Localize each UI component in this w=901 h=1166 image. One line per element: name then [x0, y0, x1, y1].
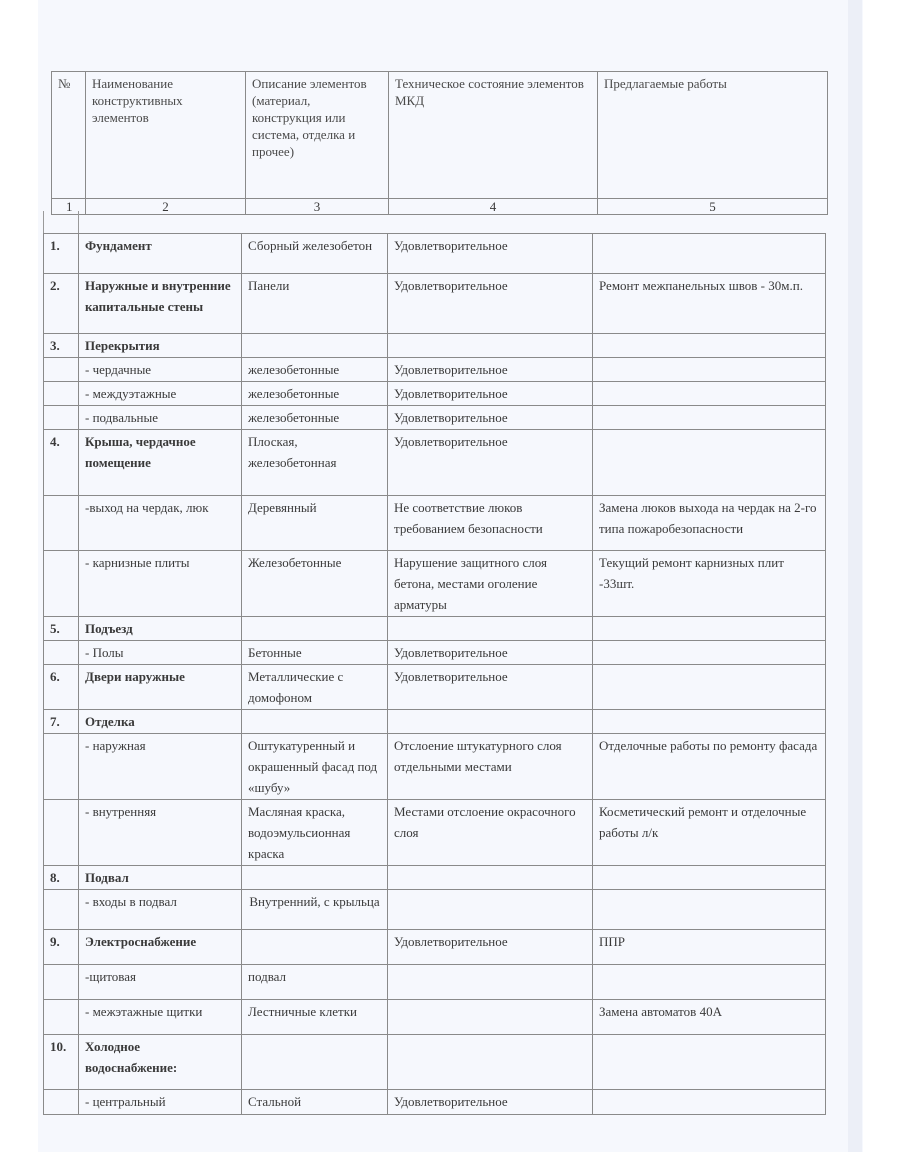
element-description: железобетонные	[242, 358, 388, 382]
element-name: Перекрытия	[79, 334, 242, 358]
row-number: 1.	[44, 234, 79, 274]
proposed-works	[593, 406, 826, 430]
table-row	[44, 1035, 826, 1090]
element-description: Металлические с домофоном	[242, 665, 388, 710]
element-name: - подвальные	[79, 406, 242, 430]
element-description	[242, 617, 388, 641]
technical-state: Удовлетворительное	[388, 1090, 593, 1115]
element-description: Внутренний, с крыльца	[242, 890, 388, 930]
table-row	[44, 496, 826, 551]
element-description	[242, 930, 388, 965]
element-name: Фундамент	[79, 234, 242, 274]
technical-state: Удовлетворительное	[388, 665, 593, 710]
table-row	[44, 334, 826, 358]
row-number	[44, 641, 79, 665]
element-name: Двери наружные	[79, 665, 242, 710]
element-name: Холодное водоснабжение:	[79, 1035, 242, 1090]
element-name: - центральный	[79, 1090, 242, 1115]
column-number: 1	[52, 199, 86, 215]
element-description: Бетонные	[242, 641, 388, 665]
proposed-works	[593, 710, 826, 734]
technical-state: Удовлетворительное	[388, 930, 593, 965]
proposed-works: Косметический ремонт и отделочные работы л/к	[593, 800, 826, 866]
column-number: 2	[86, 199, 246, 215]
spacer-row	[43, 211, 825, 233]
row-number	[44, 965, 79, 1000]
element-description	[242, 334, 388, 358]
technical-state: Не соответствие люков требованием безопасности	[388, 496, 593, 551]
column-number: 5	[598, 199, 828, 215]
table-row	[44, 1000, 826, 1035]
proposed-works	[593, 234, 826, 274]
technical-state: Удовлетворительное	[388, 641, 593, 665]
technical-state	[388, 1000, 593, 1035]
row-number	[44, 406, 79, 430]
proposed-works	[593, 617, 826, 641]
proposed-works: Ремонт межпанельных швов - 30м.п.	[593, 274, 826, 334]
element-description: Масляная краска, водоэмульсионная краска	[242, 800, 388, 866]
table-row	[44, 965, 826, 1000]
row-number	[44, 551, 79, 617]
row-number	[44, 800, 79, 866]
proposed-works: Текущий ремонт карнизных плит -33шт.	[593, 551, 826, 617]
table-row	[44, 430, 826, 496]
element-description: Стальной	[242, 1090, 388, 1115]
header-col-description: Описание элементов (материал, конструкция или система, отделка и прочее)	[246, 72, 389, 199]
element-description	[242, 1035, 388, 1090]
proposed-works	[593, 665, 826, 710]
element-description	[242, 710, 388, 734]
table-row	[44, 800, 826, 866]
row-number: 2.	[44, 274, 79, 334]
element-description: Железобетонные	[242, 551, 388, 617]
technical-state: Местами отслоение окрасочного слоя	[388, 800, 593, 866]
element-description: Сборный железобетон	[242, 234, 388, 274]
element-name: - входы в подвал	[79, 890, 242, 930]
row-number: 4.	[44, 430, 79, 496]
header-table	[51, 71, 828, 215]
column-number: 3	[246, 199, 389, 215]
technical-state	[388, 866, 593, 890]
technical-state: Удовлетворительное	[388, 382, 593, 406]
table-row	[44, 734, 826, 800]
row-number	[44, 1090, 79, 1115]
row-number: 3.	[44, 334, 79, 358]
technical-state	[388, 965, 593, 1000]
row-number: 9.	[44, 930, 79, 965]
element-description: железобетонные	[242, 382, 388, 406]
element-name: Крыша, чердачное помещение	[79, 430, 242, 496]
table-row	[44, 406, 826, 430]
row-number	[44, 382, 79, 406]
header-col-number: №	[52, 72, 86, 199]
page-edge-shadow	[848, 0, 862, 1152]
technical-state	[388, 710, 593, 734]
row-number: 8.	[44, 866, 79, 890]
table-row	[44, 382, 826, 406]
element-name: - чердачные	[79, 358, 242, 382]
proposed-works: Замена люков выхода на чердак на 2-го типа пожаробезопасности	[593, 496, 826, 551]
proposed-works	[593, 866, 826, 890]
proposed-works	[593, 382, 826, 406]
table-row	[44, 234, 826, 274]
element-description: Оштукатуренный и окрашенный фасад под «шубу»	[242, 734, 388, 800]
technical-state: Удовлетворительное	[388, 274, 593, 334]
table-row	[44, 358, 826, 382]
element-description: Деревянный	[242, 496, 388, 551]
row-number: 7.	[44, 710, 79, 734]
row-number: 6.	[44, 665, 79, 710]
technical-state: Удовлетворительное	[388, 234, 593, 274]
element-name: - Полы	[79, 641, 242, 665]
element-description: Лестничные клетки	[242, 1000, 388, 1035]
table-row	[44, 710, 826, 734]
table-row	[44, 641, 826, 665]
element-name: Наружные и внутренние капитальные стены	[79, 274, 242, 334]
element-name: - межэтажные щитки	[79, 1000, 242, 1035]
proposed-works: Отделочные работы по ремонту фасада	[593, 734, 826, 800]
element-name: - карнизные плиты	[79, 551, 242, 617]
technical-state: Отслоение штукатурного слоя отдельными местами	[388, 734, 593, 800]
element-name: - внутренняя	[79, 800, 242, 866]
element-name: - междуэтажные	[79, 382, 242, 406]
table-row	[44, 930, 826, 965]
header-row	[52, 72, 828, 199]
element-name: - наружная	[79, 734, 242, 800]
technical-state: Удовлетворительное	[388, 358, 593, 382]
technical-state	[388, 617, 593, 641]
element-name: Подвал	[79, 866, 242, 890]
row-number: 10.	[44, 1035, 79, 1090]
proposed-works	[593, 965, 826, 1000]
technical-state	[388, 1035, 593, 1090]
proposed-works: Замена автоматов 40А	[593, 1000, 826, 1035]
element-description: Плоская, железобетонная	[242, 430, 388, 496]
table-row	[44, 866, 826, 890]
element-name: Электроснабжение	[79, 930, 242, 965]
element-name: Подъезд	[79, 617, 242, 641]
table-row	[44, 665, 826, 710]
row-number	[44, 496, 79, 551]
proposed-works	[593, 1090, 826, 1115]
element-description: подвал	[242, 965, 388, 1000]
element-name: -выход на чердак, люк	[79, 496, 242, 551]
element-description: железобетонные	[242, 406, 388, 430]
technical-state: Нарушение защитного слоя бетона, местами оголение арматуры	[388, 551, 593, 617]
proposed-works	[593, 358, 826, 382]
header-col-technical-state: Техническое состояние элементов МКД	[389, 72, 598, 199]
proposed-works	[593, 641, 826, 665]
technical-state: Удовлетворительное	[388, 406, 593, 430]
proposed-works	[593, 890, 826, 930]
technical-state: Удовлетворительное	[388, 430, 593, 496]
technical-state	[388, 890, 593, 930]
row-number: 5.	[44, 617, 79, 641]
proposed-works	[593, 334, 826, 358]
row-number	[44, 734, 79, 800]
proposed-works	[593, 1035, 826, 1090]
element-name: Отделка	[79, 710, 242, 734]
table-row	[44, 890, 826, 930]
table-row	[44, 1090, 826, 1115]
spacer-divider	[78, 211, 79, 233]
proposed-works	[593, 430, 826, 496]
table-row	[44, 551, 826, 617]
technical-state	[388, 334, 593, 358]
element-description	[242, 866, 388, 890]
row-number	[44, 1000, 79, 1035]
element-description: Панели	[242, 274, 388, 334]
column-number: 4	[389, 199, 598, 215]
header-col-element-name: Наименование конструктивных элементов	[86, 72, 246, 199]
element-name: -щитовая	[79, 965, 242, 1000]
elements-table	[43, 233, 826, 1115]
row-number	[44, 890, 79, 930]
row-number	[44, 358, 79, 382]
header-col-proposed-works: Предлагаемые работы	[598, 72, 828, 199]
table-row	[44, 617, 826, 641]
table-row	[44, 274, 826, 334]
proposed-works: ППР	[593, 930, 826, 965]
